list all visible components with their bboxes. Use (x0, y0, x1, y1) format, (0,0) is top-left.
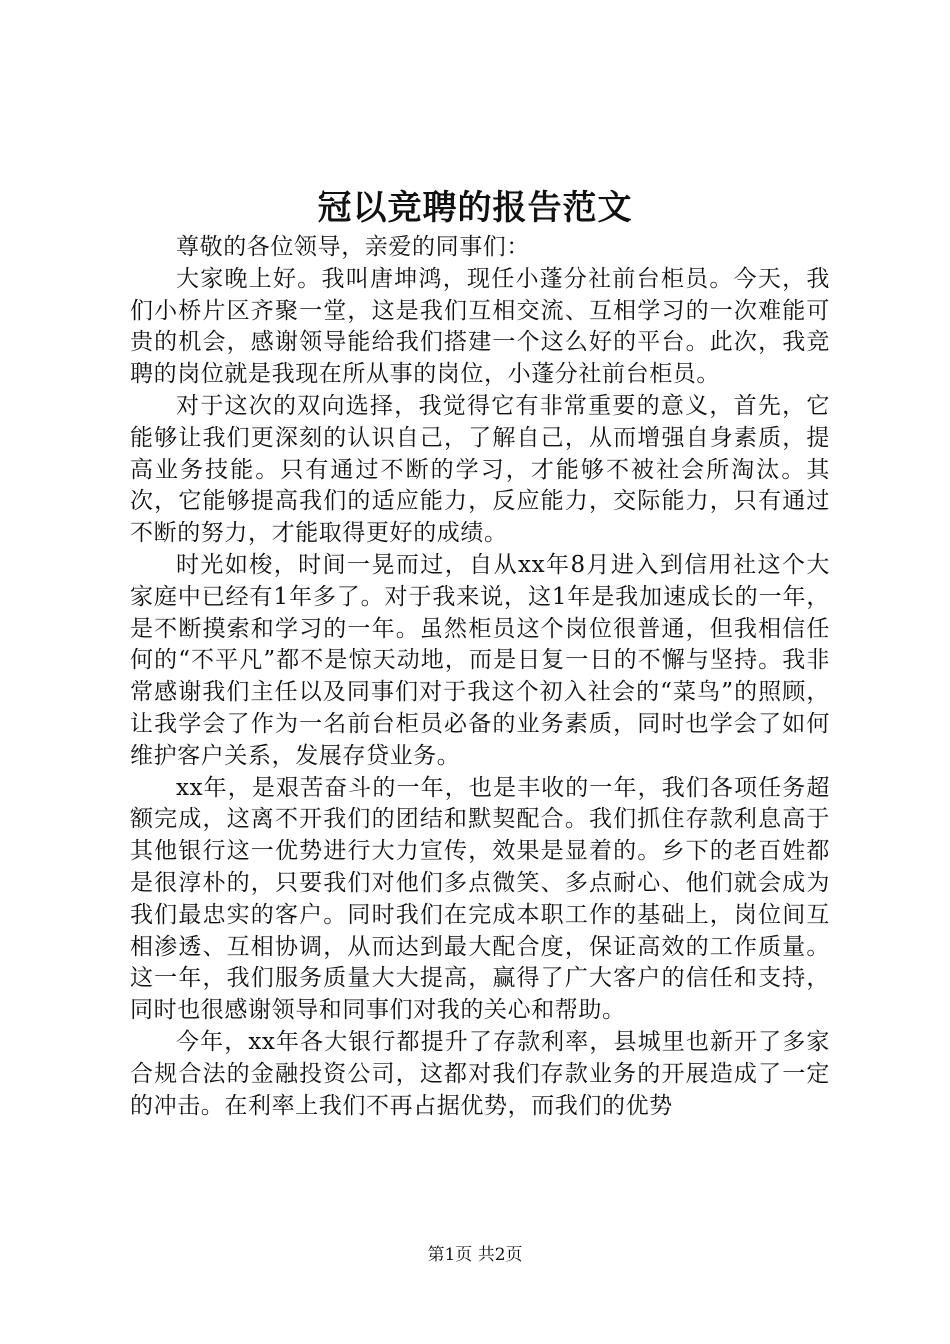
body-paragraph: 今年，xx年各大银行都提升了存款利率，县城里也新开了多家合规合法的金融投资公司，这都对我们存款业务的开展造成了一定的冲击。在利率上我们不再占据优势，而我们的优势 (130, 1028, 830, 1119)
body-paragraph: 时光如梭，时间一晃而过，自从xx年8月进入到信用社这个大家庭中已经有1年多了。对于我来说，这1年是我加速成长的一年，是不断摸索和学习的一年。虽然柜员这个岗位很普通，但我相信任何的“不平凡”都不是惊天动地，而是日复一日的不懈与坚持。我非常感谢我们主任以及同事们对于我这个初入社会的“菜鸟”的照顾，让我学会了作为一名前台柜员必备的业务素质，同时也学会了如何维护客户关系，发展存贷业务。 (130, 551, 830, 769)
document-body (130, 232, 830, 1122)
page-number-footer: 第1页 共2页 (427, 1245, 523, 1265)
body-paragraph: xx年，是艰苦奋斗的一年，也是丰收的一年，我们各项任务超额完成，这离不开我们的团结和默契配合。我们抓住存款利息高于其他银行这一优势进行大力宣传，效果是显着的。乡下的老百姓都是很淳朴的，只要我们对他们多点微笑、多点耐心、他们就会成为我们最忠实的客户。同时我们在完成本职工作的基础上，岗位间互相渗透、互相协调，从而达到最大配合度，保证高效的工作质量。这一年，我们服务质量大大提高，赢得了广大客户的信任和支持，同时也很感谢领导和同事们对我的关心和帮助。 (130, 774, 830, 1024)
body-paragraph: 大家晚上好。我叫唐坤鸿，现任小蓬分社前台柜员。今天，我们小桥片区齐聚一堂，这是我们互相交流、互相学习的一次难能可贵的机会，感谢领导能给我们搭建一个这么好的平台。此次，我竞聘的岗位就是我现在所从事的岗位，小蓬分社前台柜员。 (130, 265, 830, 388)
body-paragraph: 对于这次的双向选择，我觉得它有非常重要的意义，首先，它能够让我们更深刻的认识自己，了解自己，从而增强自身素质，提高业务技能。只有通过不断的学习，才能够不被社会所淘汰。其次，它能够提高我们的适应能力，反应能力，交际能力，只有通过不断的努力，才能取得更好的成绩。 (130, 392, 830, 547)
salutation-paragraph: 尊敬的各位领导，亲爱的同事们： (176, 234, 530, 260)
document-title: 冠以竞聘的报告范文 (317, 188, 633, 228)
